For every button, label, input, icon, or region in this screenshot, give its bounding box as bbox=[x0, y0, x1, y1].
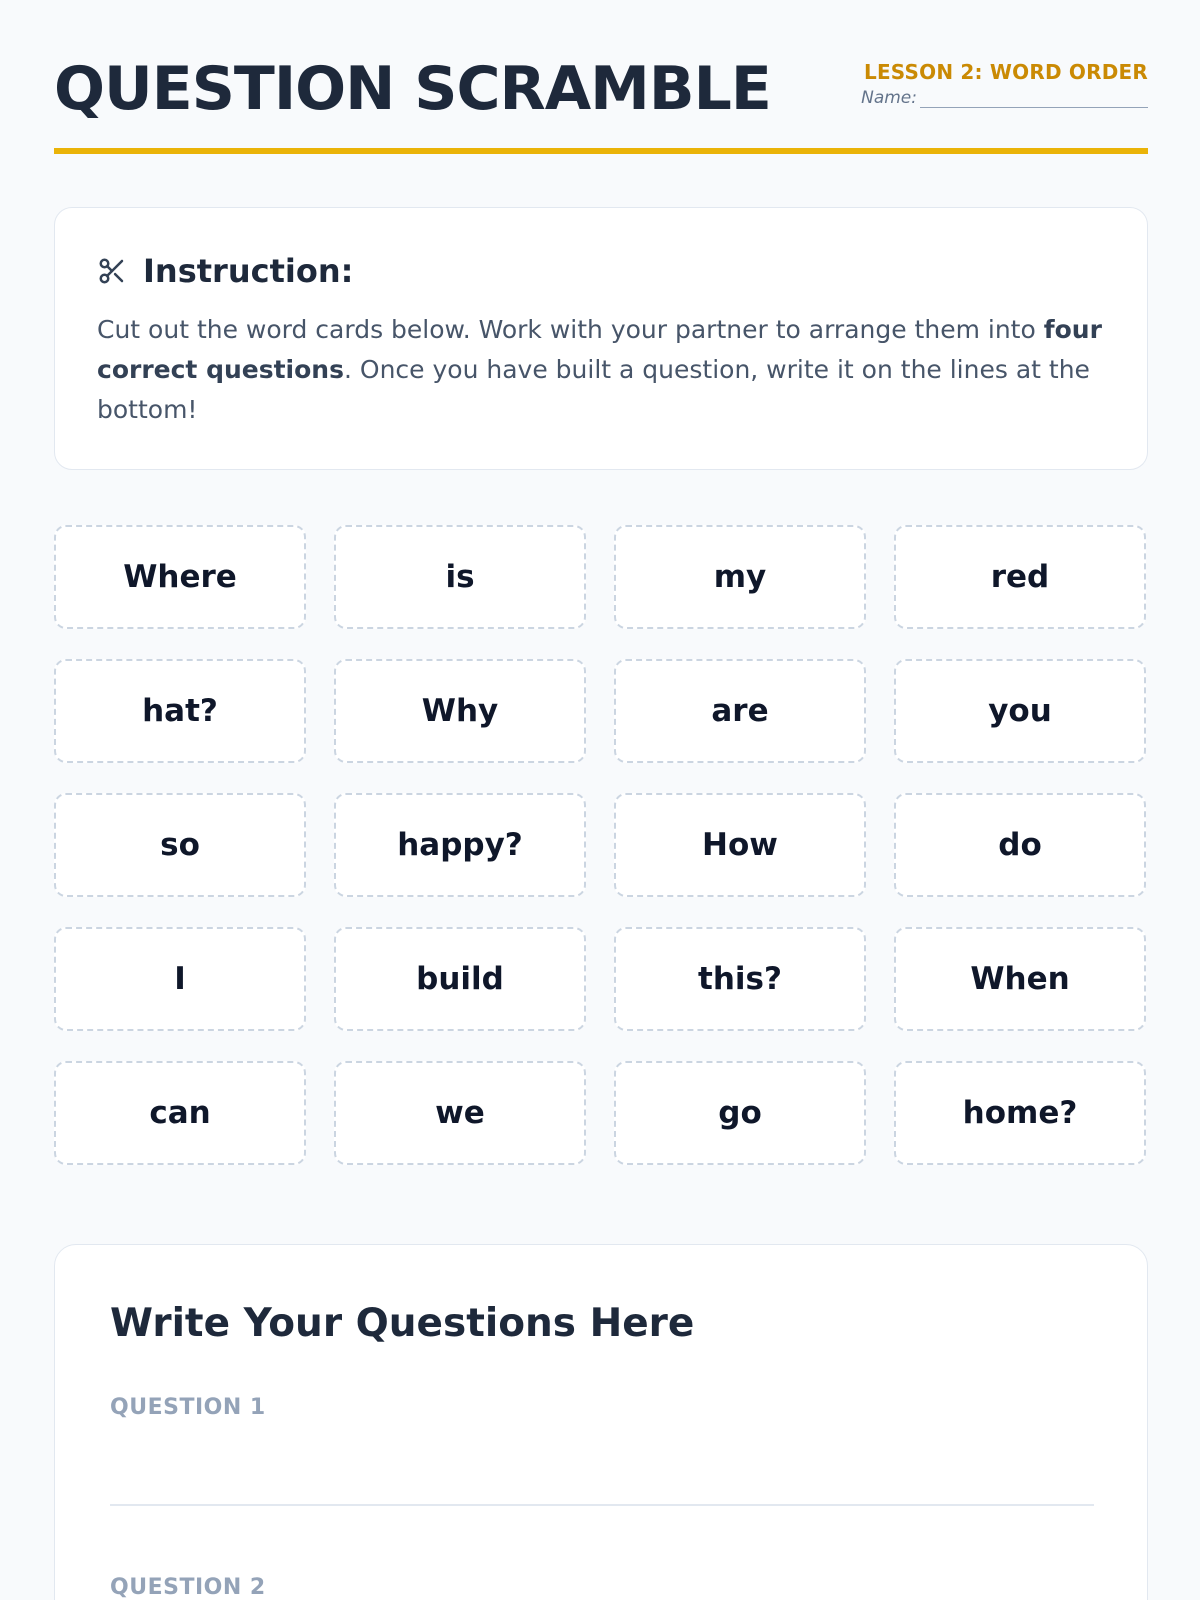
word-card-grid bbox=[54, 525, 1148, 1165]
name-label: Name: bbox=[861, 88, 917, 108]
word-card[interactable]: you bbox=[894, 659, 1146, 763]
word-card[interactable]: hat? bbox=[54, 659, 306, 763]
word-card[interactable]: home? bbox=[894, 1061, 1146, 1165]
instruction-title: Instruction: bbox=[143, 252, 354, 290]
word-card[interactable]: is bbox=[334, 525, 586, 629]
word-card[interactable]: can bbox=[54, 1061, 306, 1165]
word-card[interactable]: Why bbox=[334, 659, 586, 763]
worksheet-page bbox=[54, 0, 1148, 1600]
question-2-label: QUESTION 2 bbox=[110, 1575, 266, 1600]
header bbox=[54, 50, 1148, 154]
instruction-card bbox=[54, 207, 1148, 470]
instruction-text-bold: four correct questions bbox=[97, 315, 1102, 384]
word-card[interactable]: happy? bbox=[334, 793, 586, 897]
instruction-text bbox=[97, 310, 1107, 430]
word-card[interactable]: How bbox=[614, 793, 866, 897]
word-card[interactable]: Where bbox=[54, 525, 306, 629]
word-card[interactable]: I bbox=[54, 927, 306, 1031]
scissors-icon bbox=[97, 256, 127, 286]
word-card[interactable]: red bbox=[894, 525, 1146, 629]
word-card[interactable]: my bbox=[614, 525, 866, 629]
word-card[interactable]: do bbox=[894, 793, 1146, 897]
lesson-label: LESSON 2: WORD ORDER bbox=[864, 60, 1148, 84]
answer-section-title: Write Your Questions Here bbox=[110, 1301, 695, 1346]
word-card[interactable]: build bbox=[334, 927, 586, 1031]
header-meta bbox=[861, 60, 1148, 108]
instruction-text-end: . Once you have built a question, write it on the lines at the bottom! bbox=[97, 355, 1090, 424]
instruction-heading bbox=[97, 252, 353, 290]
question-1-label: QUESTION 1 bbox=[110, 1395, 266, 1420]
word-card[interactable]: so bbox=[54, 793, 306, 897]
answer-section bbox=[54, 1244, 1148, 1600]
word-card[interactable]: are bbox=[614, 659, 866, 763]
name-field bbox=[861, 88, 1148, 108]
word-card[interactable]: this? bbox=[614, 927, 866, 1031]
word-card[interactable]: When bbox=[894, 927, 1146, 1031]
word-card[interactable]: go bbox=[614, 1061, 866, 1165]
question-1-answer-line[interactable] bbox=[110, 1504, 1094, 1506]
page-title: QUESTION SCRAMBLE bbox=[54, 54, 771, 124]
word-card[interactable]: we bbox=[334, 1061, 586, 1165]
instruction-text-start: Cut out the word cards below. Work with your partner to arrange them into bbox=[97, 315, 1044, 344]
name-line[interactable] bbox=[920, 90, 1148, 108]
